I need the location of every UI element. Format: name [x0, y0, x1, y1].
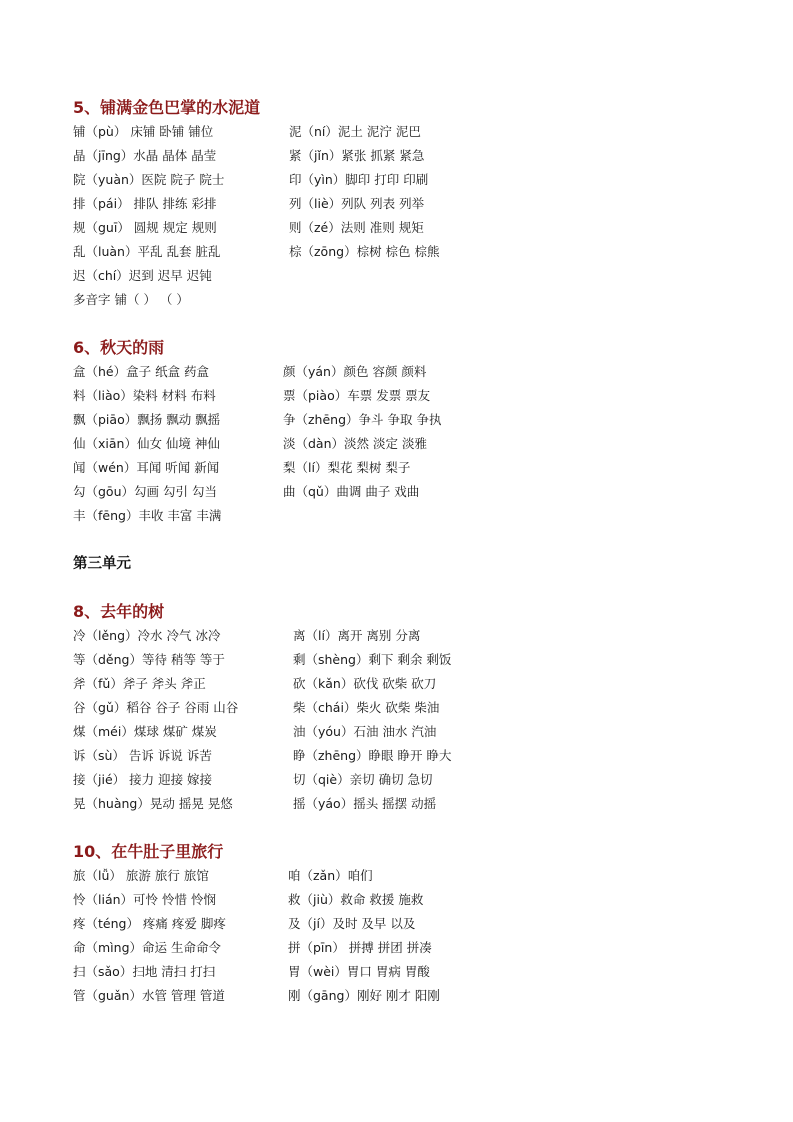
vocab-entry-left: 管（guǎn）水管 管理 管道 [73, 988, 225, 1003]
vocab-row [73, 384, 763, 408]
vocab-entry-right: 紧（jǐn）紧张 抓紧 紧急 [289, 148, 425, 163]
lesson-title: 10、在牛肚子里旅行 [73, 842, 224, 861]
vocab-entry-right: 切（qiè）亲切 确切 急切 [293, 772, 433, 787]
vocab-entry-left: 飘（piāo）飘扬 飘动 飘摇 [73, 412, 221, 427]
vocab-entry-left: 旅（lǚ） 旅游 旅行 旅馆 [73, 868, 209, 883]
section-gap [73, 576, 763, 600]
vocab-entry-right: 颜（yán）颜色 容颜 颜料 [283, 364, 427, 379]
vocab-entry-left: 怜（lián）可怜 怜惜 怜悯 [73, 892, 216, 907]
vocab-row [73, 696, 763, 720]
vocab-entry-left: 诉（sù） 告诉 诉说 诉苦 [73, 748, 212, 763]
lesson-title: 8、去年的树 [73, 602, 165, 621]
vocab-entry-right: 油（yóu）石油 油水 汽油 [293, 724, 437, 739]
vocab-row [73, 744, 763, 768]
vocab-entry-left: 晃（huàng）晃动 摇晃 晃悠 [73, 796, 233, 811]
vocab-row [73, 936, 763, 960]
vocab-row [73, 912, 763, 936]
vocab-entry-right: 救（jiù）救命 救援 施救 [288, 892, 424, 907]
vocab-entry-left: 排（pái） 排队 排练 彩排 [73, 196, 217, 211]
unit-title: 第三单元 [73, 556, 131, 572]
vocab-entry-left: 铺（pù） 床铺 卧铺 铺位 [73, 124, 214, 139]
vocab-row [73, 672, 763, 696]
vocab-row [73, 192, 763, 216]
vocab-entry-left: 迟（chí）迟到 迟早 迟钝 [73, 268, 212, 283]
vocab-entry-right: 砍（kǎn）砍伐 砍柴 砍刀 [293, 676, 437, 691]
vocab-row [73, 720, 763, 744]
vocab-row [73, 480, 763, 504]
vocab-entry-left: 扫（sǎo）扫地 清扫 打扫 [73, 964, 216, 979]
vocab-entry-right: 剩（shèng）剩下 剩余 剩饭 [293, 652, 452, 667]
vocab-entry-right: 摇（yáo）摇头 摇摆 动摇 [293, 796, 437, 811]
vocab-entry-right: 及（jí）及时 及早 以及 [288, 916, 416, 931]
vocab-entry-left: 煤（méi）煤球 煤矿 煤炭 [73, 724, 217, 739]
vocab-entry-right: 咱（zǎn）咱们 [288, 868, 373, 883]
vocab-row [73, 792, 763, 816]
vocab-entry-right: 印（yìn）脚印 打印 印刷 [289, 172, 429, 187]
vocab-entry-right: 拼（pīn） 拼搏 拼团 拼凑 [288, 940, 432, 955]
vocab-row [73, 960, 763, 984]
vocab-entry-right: 梨（lí）梨花 梨树 梨子 [283, 460, 411, 475]
vocab-entry-left: 仙（xiān）仙女 仙境 神仙 [73, 436, 220, 451]
lesson-section [73, 840, 763, 1008]
vocab-row [73, 264, 763, 288]
unit-section [73, 552, 763, 576]
vocab-row [73, 504, 763, 528]
vocab-row [73, 216, 763, 240]
lesson-section [73, 600, 763, 816]
vocab-entry-left: 疼（téng） 疼痛 疼爱 脚疼 [73, 916, 226, 931]
vocab-entry-right: 列（liè）列队 列表 列举 [289, 196, 425, 211]
lesson-section [73, 96, 763, 312]
vocab-entry-left: 规（guī） 圆规 规定 规则 [73, 220, 217, 235]
vocab-entry-left: 丰（fēng）丰收 丰富 丰满 [73, 508, 222, 523]
vocab-row [73, 984, 763, 1008]
vocab-entry-right: 刚（gāng）刚好 刚才 阳刚 [288, 988, 440, 1003]
vocab-entry-right: 胃（wèi）胃口 胃病 胃酸 [288, 964, 430, 979]
vocab-entry-left: 盒（hé）盒子 纸盒 药盒 [73, 364, 210, 379]
vocab-row [73, 288, 763, 312]
vocab-entry-right: 则（zé）法则 准则 规矩 [289, 220, 424, 235]
vocab-row [73, 768, 763, 792]
document-body [73, 96, 763, 1008]
vocab-row [73, 432, 763, 456]
section-gap [73, 312, 763, 336]
lesson-section [73, 336, 763, 528]
vocab-entry-left: 晶（jīng）水晶 晶体 晶莹 [73, 148, 217, 163]
vocab-row [73, 240, 763, 264]
vocab-entry-right: 曲（qǔ）曲调 曲子 戏曲 [283, 484, 420, 499]
vocab-entry-right: 淡（dàn）淡然 淡定 淡雅 [283, 436, 427, 451]
vocab-entry-left: 冷（lěng）冷水 冷气 冰冷 [73, 628, 221, 643]
vocab-entry-right: 争（zhēng）争斗 争取 争执 [283, 412, 442, 427]
vocab-row [73, 360, 763, 384]
vocab-entry-left: 接（jié） 接力 迎接 嫁接 [73, 772, 213, 787]
vocab-entry-left: 闻（wén）耳闻 听闻 新闻 [73, 460, 220, 475]
vocab-entry-right: 棕（zōng）棕树 棕色 棕熊 [289, 244, 440, 259]
vocab-entry-left: 院（yuàn）医院 院子 院士 [73, 172, 225, 187]
vocab-entry-left: 料（liào）染料 材料 布料 [73, 388, 216, 403]
vocab-row [73, 648, 763, 672]
vocab-row [73, 144, 763, 168]
section-gap [73, 528, 763, 552]
lesson-title: 6、秋天的雨 [73, 338, 165, 357]
lesson-title: 5、铺满金色巴掌的水泥道 [73, 98, 261, 117]
vocab-entry-right: 睁（zhēng）睁眼 睁开 睁大 [293, 748, 452, 763]
vocab-entry-left: 多音字 铺（ ） （ ） [73, 292, 189, 307]
vocab-row [73, 456, 763, 480]
vocab-row [73, 120, 763, 144]
vocab-entry-right: 柴（chái）柴火 砍柴 柴油 [293, 700, 440, 715]
vocab-entry-right: 泥（ní）泥土 泥泞 泥巴 [289, 124, 421, 139]
vocab-entry-left: 等（děng）等待 稍等 等于 [73, 652, 225, 667]
vocab-entry-right: 票（piào）车票 发票 票友 [283, 388, 431, 403]
vocab-entry-right: 离（lí）离开 离别 分离 [293, 628, 421, 643]
vocab-entry-left: 命（mìng）命运 生命命令 [73, 940, 221, 955]
vocab-entry-left: 谷（gǔ）稻谷 谷子 谷雨 山谷 [73, 700, 239, 715]
vocab-entry-left: 斧（fǔ）斧子 斧头 斧正 [73, 676, 206, 691]
vocab-row [73, 864, 763, 888]
vocab-row [73, 408, 763, 432]
vocab-entry-left: 勾（gōu）勾画 勾引 勾当 [73, 484, 217, 499]
vocab-entry-left: 乱（luàn）平乱 乱套 脏乱 [73, 244, 221, 259]
vocab-row [73, 624, 763, 648]
vocab-row [73, 168, 763, 192]
vocab-row [73, 888, 763, 912]
section-gap [73, 816, 763, 840]
